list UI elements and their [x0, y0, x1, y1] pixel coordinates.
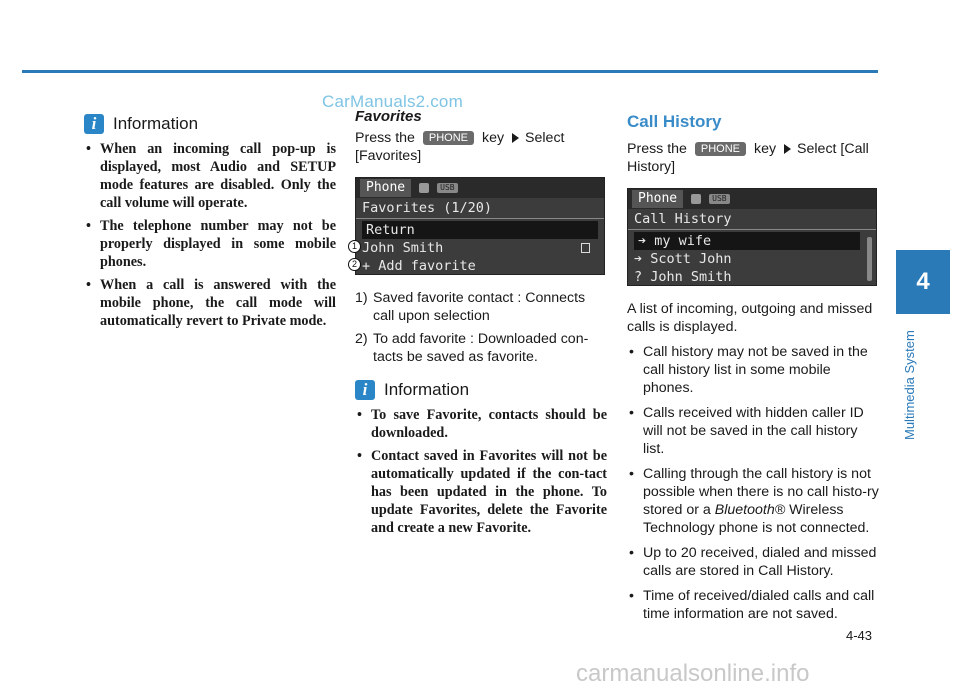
- scrollbar[interactable]: [867, 237, 872, 281]
- screen-tab-phone: Phone: [360, 179, 411, 197]
- list-item: [627, 465, 879, 537]
- list-item: • Up to 20 received, dialed and missed calls are stored in Call History.: [627, 544, 879, 580]
- call-history-list: [627, 343, 879, 623]
- screen-row-add-favorite[interactable]: + Add favorite: [362, 258, 476, 274]
- screen-header: Call History: [628, 209, 876, 230]
- bt-text-pre: Calling through the call history is not possible when there is no call histo-ry stored or a: [643, 466, 879, 518]
- phone-key-badge: PHONE: [695, 142, 746, 156]
- list-item: • Call history may not be saved in the call history list in some mobile phones.: [627, 343, 879, 397]
- bluetooth-brand: Bluetooth®: [714, 502, 786, 518]
- info-item: • To save Favorite, contacts should be downloaded.: [355, 406, 607, 442]
- screen-row-return[interactable]: Return: [362, 221, 598, 239]
- call-history-title: Call History: [627, 112, 722, 131]
- column-call-history: [627, 108, 879, 630]
- call-history-instruction: [627, 140, 879, 176]
- call-history-intro: A list of incoming, outgoing and missed calls is displayed.: [627, 301, 873, 335]
- screen-header: Favorites (1/20): [356, 198, 604, 219]
- screen-tab-phone: Phone: [632, 190, 683, 208]
- list-item: • Calls received with hidden caller ID will not be saved in the call history list.: [627, 404, 879, 458]
- favorites-subhead: Favorites: [355, 108, 422, 125]
- numbered-item: [355, 289, 607, 325]
- call-name: John Smith: [650, 269, 732, 285]
- key-text: key: [481, 130, 505, 146]
- screen-topbar: [628, 189, 876, 209]
- item-number: 2): [355, 331, 368, 347]
- press-text: Press the: [355, 130, 415, 146]
- chapter-label-text: Multimedia System: [902, 330, 917, 440]
- info-icon: i: [355, 380, 375, 400]
- call-history-screen: [627, 188, 877, 286]
- info-item: • The telephone number may not be properly displayed in some mobile phones.: [84, 217, 336, 271]
- info-heading: [84, 114, 336, 134]
- page-number: 4-43: [846, 628, 873, 643]
- top-rule: [22, 70, 878, 73]
- bluetooth-icon: [419, 183, 429, 193]
- usb-icon: USB: [437, 183, 457, 193]
- column-information: [84, 114, 336, 335]
- bt-text-post: Wireless Technology phone is not connected.: [643, 502, 870, 536]
- item-text: To add favorite : Downloaded con-tacts be saved as favorite.: [373, 331, 589, 365]
- usb-icon: USB: [709, 194, 729, 204]
- info-title: Information: [384, 380, 470, 399]
- arrow-right-icon: [512, 133, 519, 143]
- numbered-item: [355, 330, 607, 366]
- chapter-tab: 4: [896, 250, 950, 314]
- marker-2: 2: [348, 258, 361, 271]
- info-list: [84, 140, 336, 330]
- select-text: Select [Favorites]: [355, 130, 565, 164]
- info-list: [355, 406, 607, 537]
- bluetooth-icon: [691, 194, 701, 204]
- favorites-instruction: [355, 129, 607, 165]
- outgoing-call-icon: ➔: [634, 251, 643, 267]
- item-number: 1): [355, 290, 368, 306]
- arrow-right-icon: [784, 144, 791, 154]
- outgoing-call-icon: ➔: [638, 233, 647, 249]
- info-item: • Contact saved in Favorites will not be automatically updated if the con-tact has been updated in the phone. To update Favorites, delete the Favorite and create a new Favorite.: [355, 447, 607, 537]
- screen-row-call[interactable]: [628, 250, 876, 268]
- press-text: Press the: [627, 141, 687, 157]
- call-name: my wife: [654, 233, 712, 249]
- watermark-bottom: carmanualsonline.info: [576, 660, 810, 687]
- key-text: key: [753, 141, 777, 157]
- watermark-top: CarManuals2.com: [322, 92, 463, 111]
- favorites-screen: [355, 177, 605, 275]
- phone-book-icon: [581, 243, 590, 253]
- info-icon: i: [84, 114, 104, 134]
- marker-1: 1: [348, 240, 361, 253]
- info-item: • When an incoming call pop-up is displayed, most Audio and SETUP mode features are disabled. Only the call volume will operate.: [84, 140, 336, 212]
- screen-row-call[interactable]: [628, 268, 876, 286]
- select-text: Select [Call History]: [627, 141, 869, 175]
- info-heading: [355, 380, 607, 400]
- screen-row-contact[interactable]: [356, 239, 604, 257]
- contact-name: John Smith: [362, 240, 444, 256]
- list-item: • Time of received/dialed calls and call time information are not saved.: [627, 587, 879, 623]
- info-title: Information: [113, 114, 199, 133]
- info-item: • When a call is answered with the mobile phone, the call mode will automatically revert to Private mode.: [84, 276, 336, 330]
- missed-call-icon: ?: [634, 269, 643, 285]
- item-text: Saved favorite contact : Connects call upon selection: [373, 290, 586, 324]
- column-favorites: [351, 108, 607, 542]
- call-name: Scott John: [650, 251, 732, 267]
- screen-topbar: [356, 178, 604, 198]
- chapter-label: [902, 320, 926, 440]
- phone-key-badge: PHONE: [423, 131, 474, 145]
- favorites-numbered-list: [355, 289, 607, 366]
- screen-row-call[interactable]: [634, 232, 860, 250]
